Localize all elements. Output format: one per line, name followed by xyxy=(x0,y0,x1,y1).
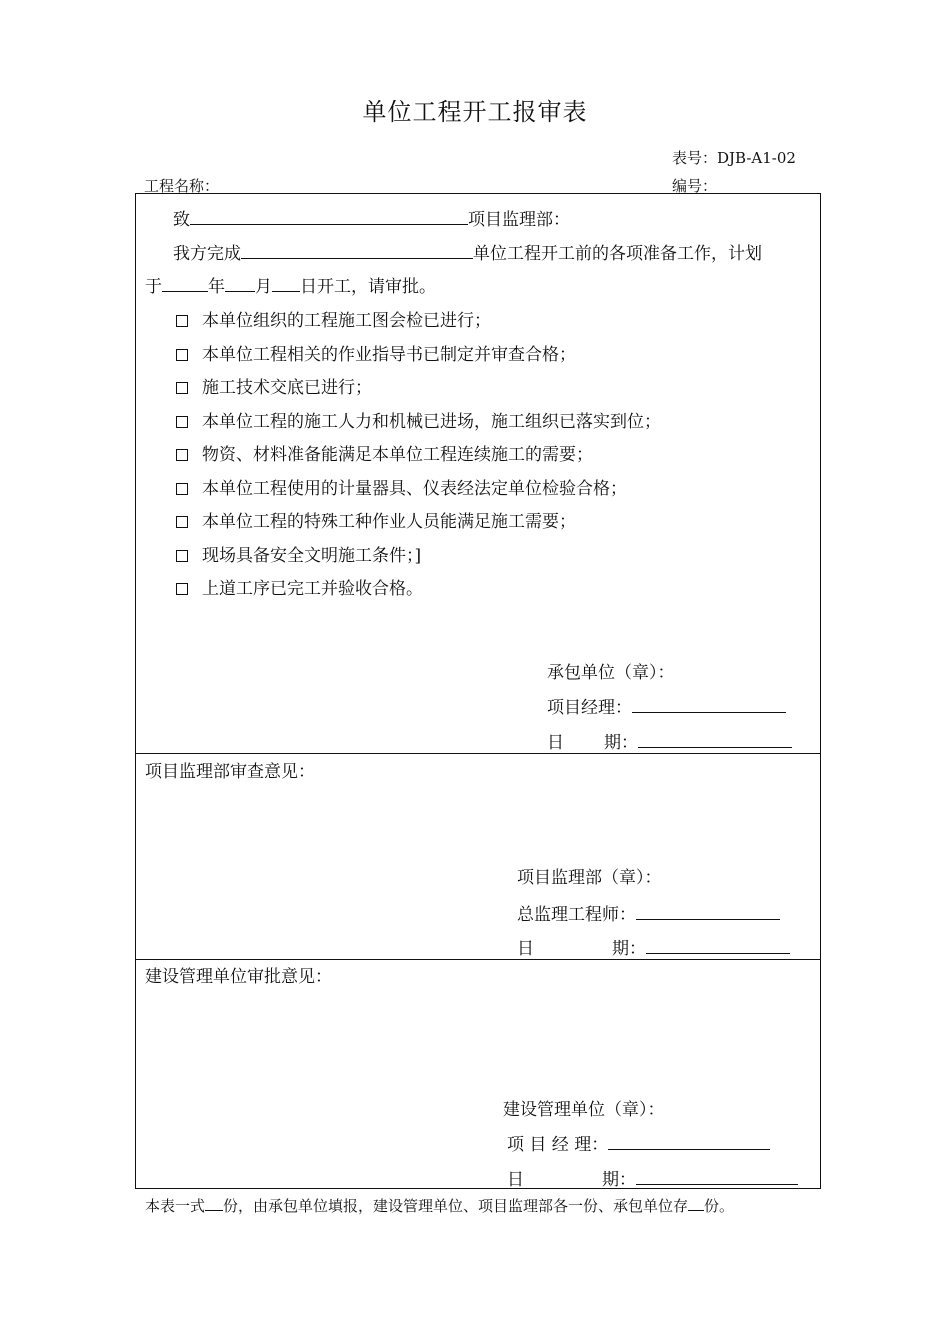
checklist-text: 现场具备安全文明施工条件；] xyxy=(202,546,422,566)
checkbox[interactable] xyxy=(176,449,188,461)
checklist-item xyxy=(176,574,423,599)
footer-part2: 份，由承包单位填报，建设管理单位、项目监理部各一份、承包单位存 xyxy=(223,1197,689,1215)
section-divider-1 xyxy=(136,753,820,754)
page-title: 单位工程开工报审表 xyxy=(362,98,588,126)
plan-date-line xyxy=(145,272,436,297)
checklist-item xyxy=(176,306,491,331)
chief-engineer-line xyxy=(517,900,780,925)
date-field[interactable] xyxy=(646,935,790,954)
serial-number-label: 编号： xyxy=(672,177,718,195)
checklist-text: 本单位工程使用的计量器具、仪表经法定单位检验合格； xyxy=(202,479,627,499)
date-line xyxy=(517,934,790,959)
form-number-label: 表号： xyxy=(672,149,718,167)
checklist-item xyxy=(176,541,421,566)
checkbox[interactable] xyxy=(176,382,188,394)
footer-note xyxy=(145,1195,734,1216)
date-line xyxy=(547,728,792,753)
supervisor-review-heading: 项目监理部审查意见： xyxy=(145,762,315,782)
plan-year-label: 年 xyxy=(208,277,225,297)
project-manager-line xyxy=(547,693,786,718)
checklist-item xyxy=(176,340,576,365)
to-prefix: 致 xyxy=(173,210,190,230)
checklist-item xyxy=(176,474,627,499)
done-prefix: 我方完成 xyxy=(173,244,241,264)
checkbox[interactable] xyxy=(176,550,188,562)
plan-month-field[interactable] xyxy=(225,273,255,292)
checklist-text: 上道工序已完工并验收合格。 xyxy=(202,579,423,599)
unit-project-field[interactable] xyxy=(241,240,473,259)
checkbox[interactable] xyxy=(176,583,188,595)
footer-part3: 份。 xyxy=(704,1197,735,1215)
checkbox[interactable] xyxy=(176,315,188,327)
date-label-b: 期： xyxy=(604,733,638,753)
completion-line xyxy=(173,239,762,264)
project-manager-label: 项目经理： xyxy=(547,698,632,718)
to-suffix: 项目监理部： xyxy=(468,210,570,230)
owner-manager-line xyxy=(507,1130,770,1155)
done-suffix: 单位工程开工前的各项准备工作，计划 xyxy=(473,244,762,264)
checklist-text: 物资、材料准备能满足本单位工程连续施工的需要； xyxy=(202,445,593,465)
addressee-line xyxy=(173,205,570,230)
date-field[interactable] xyxy=(638,729,792,748)
section-divider-2 xyxy=(136,959,820,960)
checklist-text: 本单位组织的工程施工图会检已进行； xyxy=(202,311,491,331)
project-name-label: 工程名称： xyxy=(144,177,220,195)
supervisor-name-field[interactable] xyxy=(190,206,468,225)
footer-part1: 本表一式 xyxy=(145,1197,206,1215)
project-manager-field[interactable] xyxy=(632,694,786,713)
checklist-text: 本单位工程相关的作业指导书已制定并审查合格； xyxy=(202,345,576,365)
plan-yu: 于 xyxy=(145,277,162,297)
date-field[interactable] xyxy=(636,1166,798,1185)
owner-manager-field[interactable] xyxy=(608,1131,770,1150)
contractor-copies-field[interactable] xyxy=(688,1195,704,1211)
date-label-a: 日 xyxy=(517,939,534,959)
owner-manager-label: 项 目 经 理： xyxy=(507,1135,609,1155)
checkbox[interactable] xyxy=(176,483,188,495)
supervisor-seal-label: 项目监理部（章）： xyxy=(517,868,662,888)
checklist-text: 本单位工程的特殊工种作业人员能满足施工需要； xyxy=(202,512,576,532)
checkbox[interactable] xyxy=(176,416,188,428)
date-label-a: 日 xyxy=(507,1170,524,1190)
plan-month-label: 月 xyxy=(255,277,272,297)
plan-year-field[interactable] xyxy=(162,273,208,292)
contractor-seal-label: 承包单位（章）： xyxy=(547,663,675,683)
date-line xyxy=(507,1165,798,1190)
checkbox[interactable] xyxy=(176,516,188,528)
copies-field[interactable] xyxy=(205,1195,223,1211)
checklist-item xyxy=(176,507,576,532)
checklist-item xyxy=(176,407,661,432)
checkbox[interactable] xyxy=(176,349,188,361)
date-label-a: 日 xyxy=(547,733,564,753)
plan-day-label: 日开工，请审批。 xyxy=(300,277,436,297)
date-label-b: 期： xyxy=(612,939,646,959)
date-label-b: 期： xyxy=(602,1170,636,1190)
form-number-value: DJB-A1-02 xyxy=(717,149,796,167)
chief-engineer-field[interactable] xyxy=(636,901,780,920)
checklist-item xyxy=(176,373,372,398)
checklist-item xyxy=(176,440,593,465)
chief-engineer-label: 总监理工程师： xyxy=(517,905,636,925)
plan-day-field[interactable] xyxy=(272,273,300,292)
form-number xyxy=(672,147,796,168)
owner-seal-label: 建设管理单位（章）： xyxy=(503,1100,665,1120)
checklist-text: 施工技术交底已进行； xyxy=(202,378,372,398)
checklist-text: 本单位工程的施工人力和机械已进场，施工组织已落实到位； xyxy=(202,412,661,432)
owner-approval-heading: 建设管理单位审批意见： xyxy=(145,967,332,987)
